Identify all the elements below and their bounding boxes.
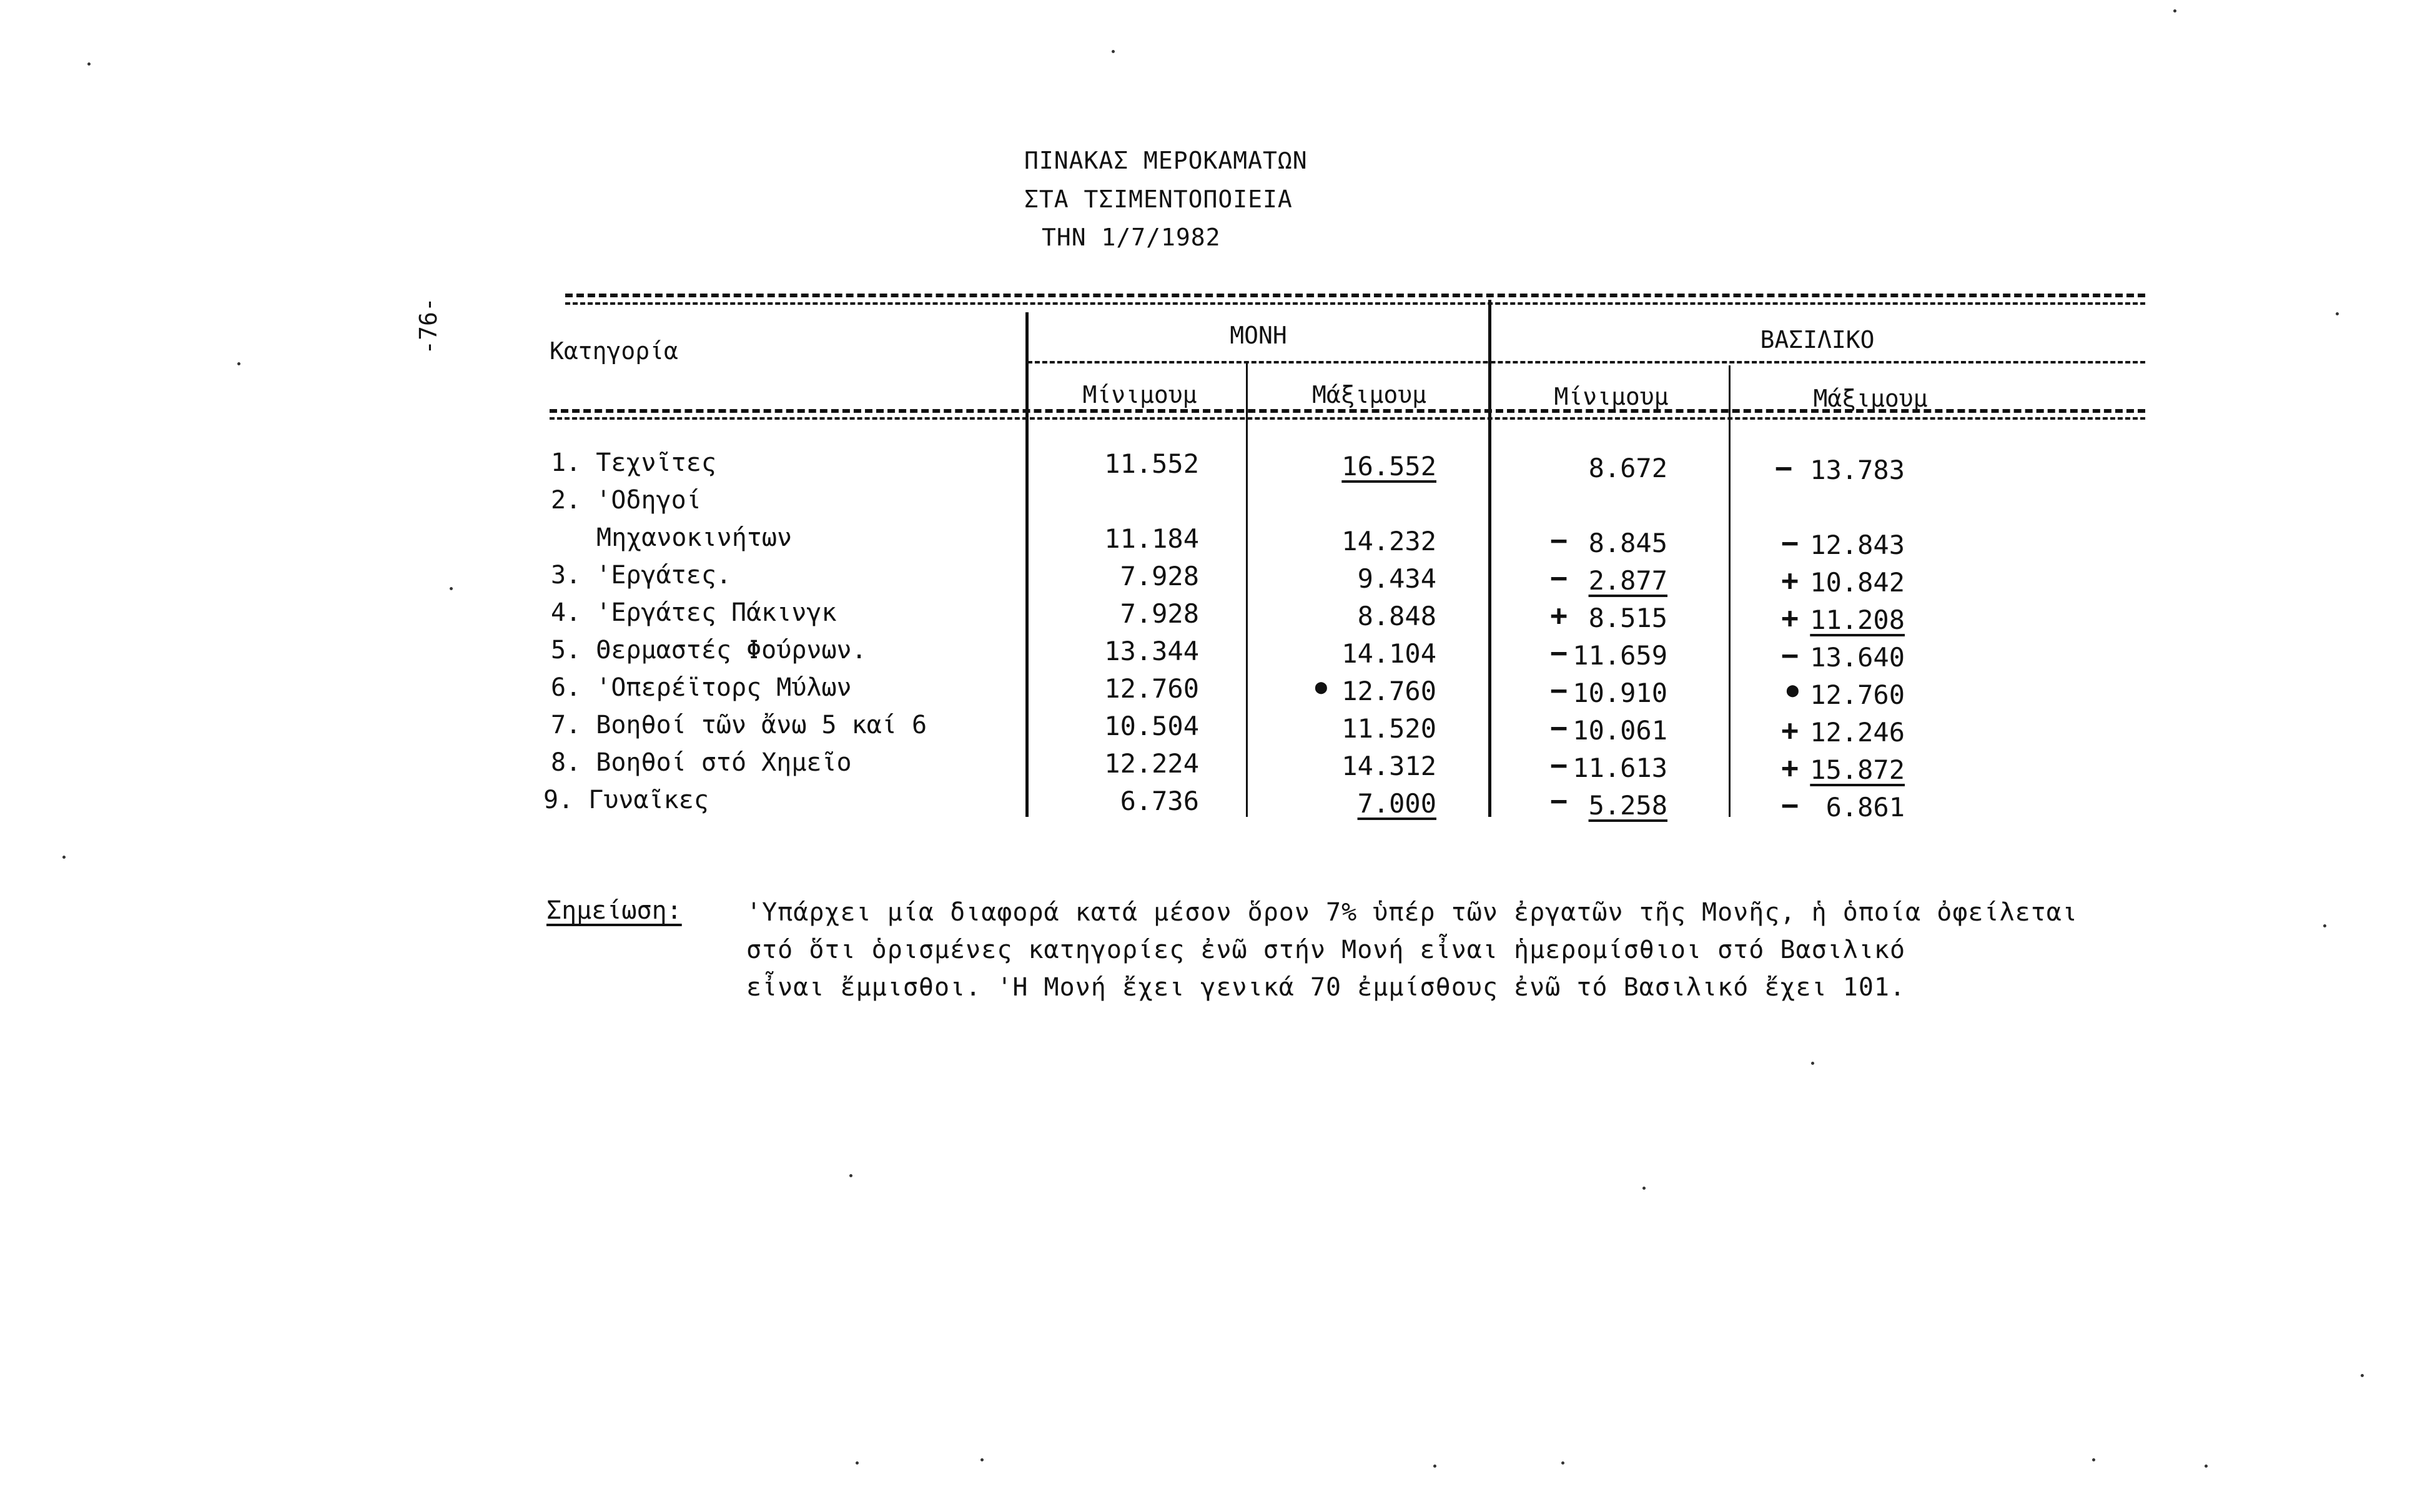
scan-speck	[87, 62, 91, 66]
row3-vas-max-sign: +	[1781, 563, 1799, 597]
category-header: Κατηγορία	[550, 337, 678, 365]
row3-vas-min: 2.877	[1588, 565, 1667, 596]
table-top-rule-1	[565, 294, 2145, 297]
row8-vas-min: 11.613	[1573, 753, 1667, 783]
row-label-5: 5. Θερμαστές Φούρνων.	[551, 636, 867, 665]
row4-moni-min: 7.928	[1120, 598, 1199, 629]
row2-vas-min: 8.845	[1588, 528, 1667, 558]
scan-speck	[1433, 1465, 1436, 1468]
row2-moni-max: 14.232	[1341, 526, 1436, 556]
subheader-moni-max: Μάξιμουμ	[1311, 381, 1427, 408]
subheader-moni-min: Μίνιμουμ	[1082, 381, 1197, 408]
row-label-9: 9. Γυναῖκες	[543, 786, 709, 814]
scan-speck	[1112, 50, 1115, 53]
row7-moni-max: 11.520	[1341, 713, 1436, 744]
group-header-moni: ΜΟΝΗ	[1230, 322, 1287, 349]
header-bottom-rule-2	[550, 417, 2145, 420]
group-header-rule	[1027, 361, 2145, 363]
row1-moni-min: 11.552	[1104, 448, 1199, 479]
row1-vas-min: 8.672	[1588, 453, 1667, 483]
row6-moni-max-marker: ●	[1315, 674, 1327, 698]
subheader-vas-min: Μίνιμουμ	[1554, 383, 1669, 410]
header-bottom-rule-1	[550, 409, 2145, 413]
row3-vas-min-sign: −	[1550, 561, 1568, 595]
row2-moni-min: 11.184	[1104, 523, 1199, 554]
row8-moni-min: 12.224	[1104, 748, 1199, 779]
row2-vas-max: 12.843	[1810, 530, 1905, 560]
scan-speck	[2323, 924, 2326, 927]
scan-speck	[2092, 1458, 2095, 1461]
scan-speck	[2361, 1374, 2364, 1377]
vrule-moni-mid	[1246, 362, 1248, 817]
scan-speck	[2173, 9, 2176, 12]
row1-moni-max: 16.552	[1341, 451, 1436, 482]
row7-vas-max: 12.246	[1810, 717, 1905, 748]
scan-speck	[980, 1458, 984, 1461]
row-label-3: 3. 'Εργάτες.	[551, 561, 731, 590]
row5-vas-min-sign: −	[1550, 636, 1568, 670]
row9-moni-max: 7.000	[1357, 788, 1436, 819]
row5-moni-max: 14.104	[1341, 638, 1436, 669]
row9-vas-min-sign: −	[1550, 784, 1568, 818]
scan-speck	[62, 856, 66, 859]
row9-vas-min: 5.258	[1588, 790, 1667, 821]
row6-vas-min-sign: −	[1550, 673, 1568, 707]
row3-moni-min: 7.928	[1120, 561, 1199, 591]
row7-vas-min-sign: −	[1550, 711, 1568, 744]
row7-vas-max-sign: +	[1781, 713, 1799, 747]
row2-vas-min-sign: −	[1550, 523, 1568, 557]
row-label-8: 8. Βοηθοί στό Χημεῖο	[551, 748, 852, 777]
row9-vas-max-sign: −	[1781, 788, 1799, 822]
row4-vas-max-sign: +	[1781, 601, 1799, 635]
subheader-vas-max: Μάξιμουμ	[1813, 385, 1928, 412]
scan-speck	[1811, 1062, 1814, 1065]
row-label-6: 6. 'Οπερέϊτορς Μύλων	[551, 673, 852, 702]
note-label: Σημείωση:	[546, 896, 682, 925]
row5-vas-min: 11.659	[1573, 640, 1667, 671]
row3-moni-max: 9.434	[1357, 563, 1436, 594]
scan-speck	[849, 1174, 852, 1177]
row-label-2b: Μηχανοκινήτων	[596, 523, 793, 552]
row6-vas-max: 12.760	[1810, 679, 1905, 710]
scan-speck	[2336, 312, 2339, 315]
scan-speck	[237, 362, 240, 365]
row4-moni-max: 8.848	[1357, 601, 1436, 631]
row4-vas-max: 11.208	[1810, 605, 1905, 635]
scan-speck	[1642, 1187, 1646, 1190]
scan-speck	[856, 1461, 859, 1465]
row7-vas-min: 10.061	[1573, 715, 1667, 746]
table-top-rule-2	[565, 302, 2145, 305]
row-label-1: 1. Τεχνῖτες	[551, 448, 716, 477]
page-number: -76-	[414, 297, 442, 355]
row4-vas-min: 8.515	[1588, 603, 1667, 633]
row8-vas-min-sign: −	[1550, 748, 1568, 782]
title-line-3: ΤΗΝ 1/7/1982	[1042, 224, 1221, 251]
row6-vas-min: 10.910	[1573, 678, 1667, 708]
row2-vas-max-sign: −	[1781, 526, 1799, 560]
scan-speck	[1561, 1461, 1564, 1465]
row-label-2: 2. 'Οδηγοί	[551, 486, 701, 515]
row1-vas-max: 13.783	[1810, 455, 1905, 485]
row-label-4: 4. 'Εργάτες Πάκινγκ	[551, 598, 837, 627]
scan-speck	[2205, 1465, 2208, 1468]
row3-vas-max: 10.842	[1810, 567, 1905, 598]
row1-vas-max-sign: −	[1775, 451, 1792, 485]
note-line-2: στό ὅτι ὁρισμένες κατηγορίες ἐνῶ στήν Μονή εἶναι ἡμερομίσθιοι στό Βασιλικό	[746, 936, 1906, 964]
row4-vas-min-sign: +	[1550, 598, 1568, 632]
row9-moni-min: 6.736	[1120, 786, 1199, 816]
row9-vas-max: 6.861	[1825, 792, 1905, 823]
row5-vas-max-sign: −	[1781, 638, 1799, 672]
row8-vas-max-sign: +	[1781, 751, 1799, 784]
row7-moni-min: 10.504	[1104, 711, 1199, 741]
title-line-2: ΣΤΑ ΤΣΙΜΕΝΤΟΠΟΙΕΙΑ	[1024, 185, 1293, 213]
row6-moni-max: 12.760	[1341, 676, 1436, 706]
row-label-7: 7. Βοηθοί τῶν ἄνω 5 καί 6	[551, 711, 927, 739]
scan-speck	[450, 587, 453, 590]
title-line-1: ΠΙΝΑΚΑΣ ΜΕΡΟΚΑΜΑΤΩΝ	[1024, 147, 1308, 174]
group-header-vasiliko: ΒΑΣΙΛΙΚΟ	[1760, 326, 1875, 353]
row5-moni-min: 13.344	[1104, 636, 1199, 666]
row6-vas-max-marker: ●	[1786, 678, 1799, 701]
row8-vas-max: 15.872	[1810, 754, 1905, 785]
row8-moni-max: 14.312	[1341, 751, 1436, 781]
row5-vas-max: 13.640	[1810, 642, 1905, 673]
row6-moni-min: 12.760	[1104, 673, 1199, 704]
note-line-3: εἶναι ἔμμισθοι. 'Η Μονή ἔχει γενικά 70 ἐμμίσθους ἐνῶ τό Βασιλικό ἔχει 101.	[746, 973, 1906, 1002]
note-line-1: 'Υπάρχει μία διαφορά κατά μέσον ὅρον 7% ὑπέρ τῶν ἐργατῶν τῆς Μονῆς, ἡ ὁποία ὀφείλεται	[746, 898, 2078, 927]
